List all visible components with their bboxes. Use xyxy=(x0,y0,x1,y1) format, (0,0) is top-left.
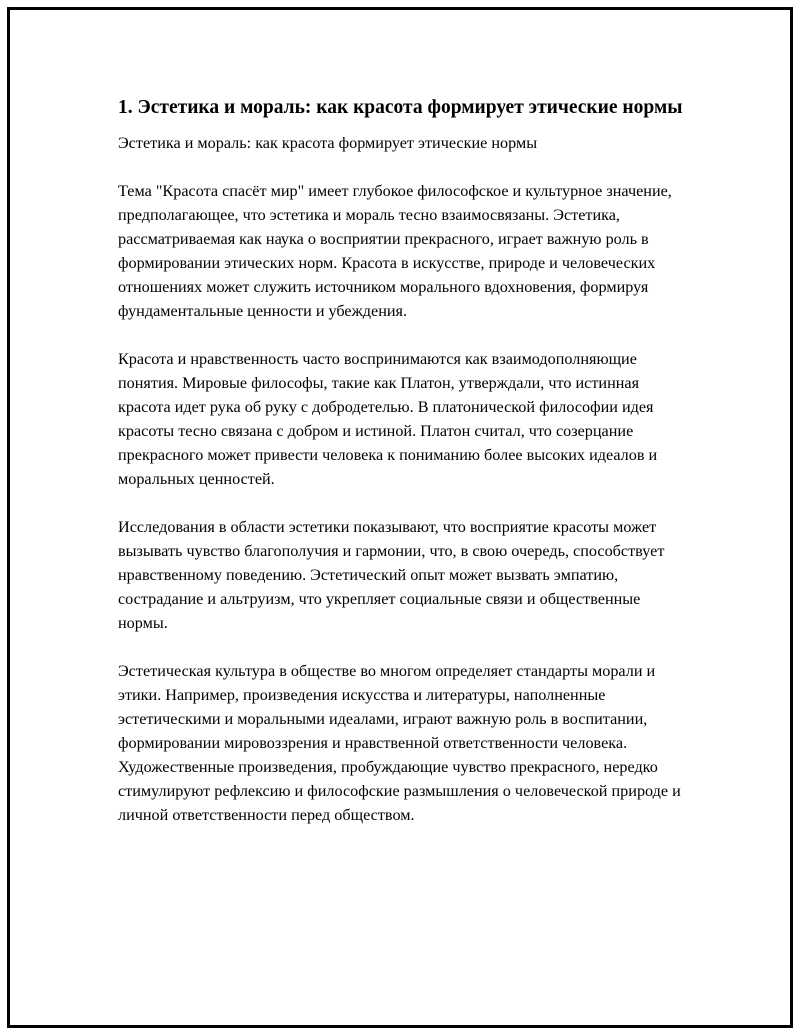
paragraph-1: Тема "Красота спасёт мир" имеет глубокое философское и культурное значение, предполагающее, что эстетика и мораль тесно взаимосвязаны. Эстетика, рассматриваемая как наука о восприятии прекрасного, играет важную роль в формировании этических норм. Красота в искусстве, природе и человеческих отношениях может служить источником морального вдохновения, формируя фундаментальные ценности и убеждения. xyxy=(118,182,672,320)
section-subtitle: Эстетика и мораль: как красота формирует этические нормы xyxy=(118,134,538,152)
paragraph-4: Эстетическая культура в обществе во многом определяет стандарты морали и этики. Например, произведения искусства и литературы, наполненные эстетическими и моральными идеалами, играют важную роль в воспитании, формировании мировоззрения и нравственной ответственности человека. Художественные произведения, пробуждающие чувство прекрасного, нередко стимулируют рефлексию и философские размышления о человеческой природе и личной ответственности перед обществом. xyxy=(118,662,681,824)
document-body xyxy=(118,95,688,851)
paragraph-2: Красота и нравственность часто воспринимаются как взаимодополняющие понятия. Мировые философы, такие как Платон, утверждали, что истинная красота идет рука об руку с добродетелью. В платонической философии идея красоты тесно связана с добром и истиной. Платон считал, что созерцание прекрасного может привести человека к пониманию более высоких идеалов и моральных ценностей. xyxy=(118,350,658,488)
paragraph-3: Исследования в области эстетики показывают, что восприятие красоты может вызывать чувство благополучия и гармонии, что, в свою очередь, способствует нравственному поведению. Эстетический опыт может вызвать эмпатию, сострадание и альтруизм, что укрепляет социальные связи и общественные нормы. xyxy=(118,518,665,632)
section-heading: 1. Эстетика и мораль: как красота формирует этические нормы xyxy=(118,97,683,118)
